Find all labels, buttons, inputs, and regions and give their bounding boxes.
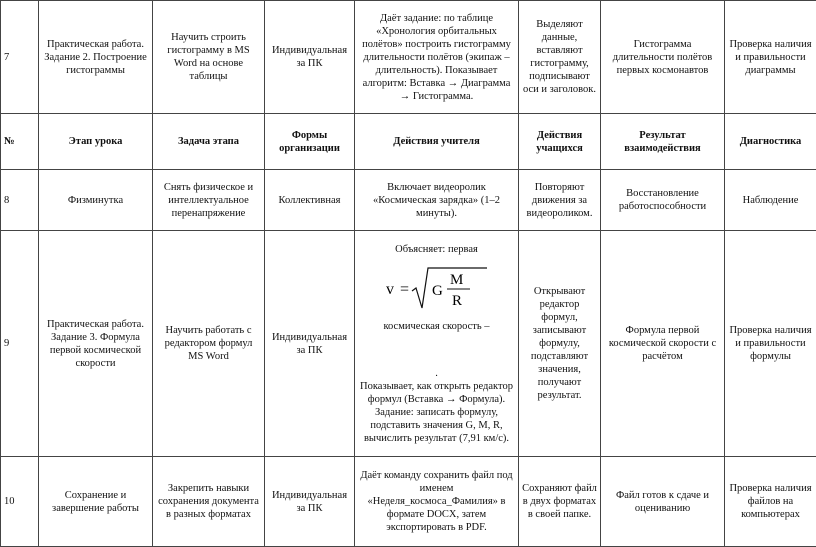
- formula-g: G: [432, 283, 443, 299]
- diagnostics-cell: Проверка наличия и правильности формулы: [725, 231, 816, 457]
- formula-numerator: M: [450, 272, 463, 288]
- students-cell: Выделяют данные, вставляют гистограмму, подписывают оси и заголовок.: [519, 1, 601, 114]
- row-number: 8: [1, 170, 39, 231]
- students-cell: Повторяют движения за видеороликом.: [519, 170, 601, 231]
- header-form: Формы организации: [265, 114, 355, 170]
- escape-velocity-formula: [382, 264, 492, 314]
- teacher-rest: Показывает, как открыть редактор формул (Вставка → Формула). Задание: записать формулу, подставить значения G, M, R, вычислить результат (7,91 км/с).: [358, 380, 515, 445]
- task-cell: Снять физическое и интеллектуальное перенапряжение: [153, 170, 265, 231]
- stage-cell: Сохранение и завершение работы: [39, 457, 153, 547]
- teacher-cell: Включает видеоролик «Космическая зарядка» (1–2 минуты).: [355, 170, 519, 231]
- students-cell: Открывают редактор формул, записывают формулу, подставляют значения, получают результат.: [519, 231, 601, 457]
- row-number: 7: [1, 1, 39, 114]
- stage-cell: Практическая работа. Задание 2. Построение гистограммы: [39, 1, 153, 114]
- header-result: Результат взаимодействия: [601, 114, 725, 170]
- form-cell: Индивидуальная за ПК: [265, 231, 355, 457]
- result-cell: Гистограмма длительности полётов первых космонавтов: [601, 1, 725, 114]
- form-cell: Индивидуальная за ПК: [265, 457, 355, 547]
- formula-denominator: R: [452, 293, 462, 309]
- task-cell: Научить строить гистограмму в MS Word на основе таблицы: [153, 1, 265, 114]
- teacher-mid: космическая скорость –: [358, 320, 515, 333]
- table-row: [1, 457, 816, 547]
- row-number: 9: [1, 231, 39, 457]
- header-students: Действия учащихся: [519, 114, 601, 170]
- task-cell: Закрепить навыки сохранения документа в разных форматах: [153, 457, 265, 547]
- teacher-dot: .: [358, 367, 515, 380]
- form-cell: Коллективная: [265, 170, 355, 231]
- formula-lhs: v: [386, 281, 394, 298]
- task-cell: Научить работать с редактором формул MS Word: [153, 231, 265, 457]
- header-number: №: [1, 114, 39, 170]
- header-row: [1, 114, 816, 170]
- diagnostics-cell: Проверка наличия файлов на компьютерах: [725, 457, 816, 547]
- result-cell: Восстановление работоспособности: [601, 170, 725, 231]
- formula-equals: =: [400, 281, 409, 298]
- diagnostics-cell: Проверка наличия и правильности диаграммы: [725, 1, 816, 114]
- table-row: [1, 170, 816, 231]
- diagnostics-cell: Наблюдение: [725, 170, 816, 231]
- header-task: Задача этапа: [153, 114, 265, 170]
- result-cell: Файл готов к сдаче и оцениванию: [601, 457, 725, 547]
- table-row: [1, 1, 816, 114]
- header-diagnostics: Диагностика: [725, 114, 816, 170]
- stage-cell: Физминутка: [39, 170, 153, 231]
- teacher-cell: Даёт задание: по таблице «Хронология орбитальных полётов» построить гистограмму длительности полётов (экипаж – длительность). Показывает алгоритм: Вставка → Диаграмма → Гистограмма.: [355, 1, 519, 114]
- header-teacher: Действия учителя: [355, 114, 519, 170]
- teacher-cell: [355, 231, 519, 457]
- header-stage: Этап урока: [39, 114, 153, 170]
- form-cell: Индивидуальная за ПК: [265, 1, 355, 114]
- students-cell: Сохраняют файл в двух форматах в своей папке.: [519, 457, 601, 547]
- teacher-intro: Объясняет: первая: [358, 243, 515, 256]
- row-number: 10: [1, 457, 39, 547]
- stage-cell: Практическая работа. Задание 3. Формула первой космической скорости: [39, 231, 153, 457]
- table-row: [1, 231, 816, 457]
- result-cell: Формула первой космической скорости с расчётом: [601, 231, 725, 457]
- teacher-cell: Даёт команду сохранить файл под именем «Неделя_космоса_Фамилия» в формате DOCX, затем экспортировать в PDF.: [355, 457, 519, 547]
